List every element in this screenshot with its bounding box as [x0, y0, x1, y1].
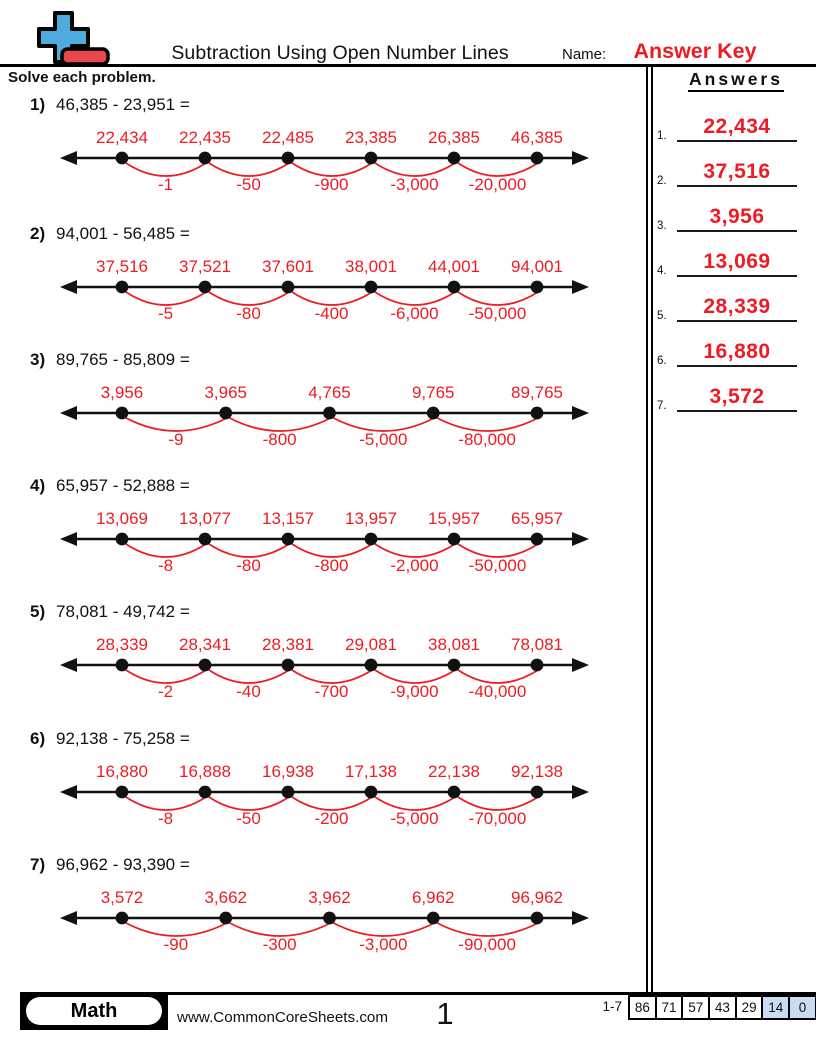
open-number-line	[20, 128, 620, 198]
point-dot	[116, 912, 129, 925]
right-arrowhead-icon	[572, 785, 589, 799]
point-label: 22,435	[179, 128, 231, 147]
point-dot	[365, 152, 378, 165]
jump-label: -80,000	[458, 430, 516, 449]
jump-label: -800	[262, 430, 297, 449]
jump-label: -80	[236, 304, 261, 323]
jump-label: -2	[157, 682, 174, 701]
problem-item	[0, 224, 650, 334]
point-dot	[282, 281, 295, 294]
score-cell: 29	[737, 997, 764, 1018]
left-arrowhead-icon	[60, 151, 77, 165]
point-dot	[282, 659, 295, 672]
point-dot	[531, 281, 544, 294]
problem-item	[0, 476, 650, 586]
point-dot	[116, 281, 129, 294]
problem-expression: 65,957 - 52,888 =	[56, 476, 190, 495]
point-dot	[448, 281, 461, 294]
score-cell: 43	[710, 997, 737, 1018]
problem-item	[0, 602, 650, 712]
left-arrowhead-icon	[60, 911, 77, 925]
answers-panel-title: Answers	[660, 69, 812, 90]
point-label: 16,880	[96, 762, 148, 781]
problem-expression: 89,765 - 85,809 =	[56, 350, 190, 369]
subject-badge	[20, 992, 168, 1030]
jump-label: -70,000	[468, 809, 527, 828]
problem-equation	[30, 729, 190, 749]
problem-expression: 78,081 - 49,742 =	[56, 602, 190, 621]
answer-key-text: Answer Key	[633, 39, 757, 63]
point-label: 13,957	[345, 509, 397, 528]
left-arrowhead-icon	[60, 658, 77, 672]
right-arrowhead-icon	[572, 658, 589, 672]
problem-number: 7)	[30, 855, 46, 874]
problem-number: 5)	[30, 602, 46, 621]
jump-label: -50	[236, 809, 261, 828]
jump-label: -9,000	[390, 682, 439, 701]
jump-label: -8	[157, 556, 174, 575]
point-dot	[323, 407, 336, 420]
problem-equation	[30, 855, 190, 875]
score-range-label: 1-7	[602, 999, 622, 1014]
answer-row	[657, 202, 797, 232]
point-label: 78,081	[511, 635, 563, 654]
point-label: 28,381	[262, 635, 314, 654]
point-label: 28,341	[179, 635, 231, 654]
website-url: www.CommonCoreSheets.com	[177, 1009, 389, 1026]
answer-value: 3,572	[709, 385, 765, 408]
point-label: 3,956	[100, 383, 144, 402]
left-arrowhead-icon	[60, 406, 77, 420]
plus-minus-math-logo-icon	[36, 10, 114, 68]
point-label: 38,001	[345, 257, 397, 276]
jump-label: -6,000	[390, 304, 439, 323]
jump-label: -1	[157, 175, 174, 194]
point-label: 22,485	[262, 128, 314, 147]
point-dot	[282, 533, 295, 546]
point-dot	[116, 533, 129, 546]
point-dot	[219, 407, 232, 420]
point-dot	[116, 152, 129, 165]
point-dot	[427, 912, 440, 925]
point-dot	[531, 533, 544, 546]
point-dot	[448, 786, 461, 799]
point-dot	[531, 659, 544, 672]
score-cell: 86	[630, 997, 657, 1018]
point-label: 13,077	[179, 509, 231, 528]
problem-expression: 96,962 - 93,390 =	[56, 855, 190, 874]
jump-label: -3,000	[390, 175, 439, 194]
jump-label: -400	[314, 304, 349, 323]
problem-item	[0, 729, 650, 839]
point-label: 37,601	[262, 257, 314, 276]
point-label: 29,081	[345, 635, 397, 654]
point-dot	[531, 152, 544, 165]
answer-row	[657, 247, 797, 277]
score-grid	[628, 995, 816, 1020]
score-cell: 57	[683, 997, 710, 1018]
point-dot	[448, 533, 461, 546]
jump-label: -800	[314, 556, 349, 575]
answer-row	[657, 382, 797, 412]
answer-number: 7.	[657, 400, 667, 412]
score-cell: 0	[790, 997, 815, 1018]
answer-number: 1.	[657, 130, 667, 142]
jump-label: -700	[314, 682, 349, 701]
point-label: 6,962	[411, 888, 455, 907]
point-label: 3,962	[308, 888, 351, 907]
point-dot	[323, 912, 336, 925]
jump-label: -50,000	[468, 304, 527, 323]
point-dot	[365, 786, 378, 799]
point-label: 16,888	[179, 762, 231, 781]
problem-expression: 92,138 - 75,258 =	[56, 729, 190, 748]
point-dot	[531, 407, 544, 420]
answer-number: 4.	[657, 265, 667, 277]
point-dot	[531, 786, 544, 799]
jump-label: -50,000	[468, 556, 527, 575]
point-label: 28,339	[96, 635, 148, 654]
name-label: Name:	[562, 46, 607, 63]
point-dot	[531, 912, 544, 925]
answer-number: 6.	[657, 355, 667, 367]
answer-value: 37,516	[703, 160, 771, 183]
problem-equation	[30, 350, 190, 370]
point-label: 89,765	[511, 383, 563, 402]
jump-label: -200	[314, 809, 349, 828]
point-label: 37,516	[96, 257, 148, 276]
point-label: 65,957	[511, 509, 563, 528]
point-dot	[219, 912, 232, 925]
open-number-line	[20, 509, 620, 579]
instructions-text: Solve each problem.	[8, 69, 156, 86]
point-label: 22,138	[428, 762, 480, 781]
right-arrowhead-icon	[572, 406, 589, 420]
point-label: 4,765	[308, 383, 351, 402]
jump-label: -50	[236, 175, 261, 194]
point-label: 44,001	[428, 257, 480, 276]
problem-equation	[30, 476, 190, 496]
jump-label: -8	[157, 809, 174, 828]
page-number: 1	[436, 996, 454, 1031]
answer-row	[657, 337, 797, 367]
point-label: 92,138	[511, 762, 563, 781]
point-dot	[116, 786, 129, 799]
jump-label: -90	[163, 935, 189, 954]
point-dot	[199, 533, 212, 546]
problem-expression: 94,001 - 56,485 =	[56, 224, 190, 243]
jump-label: -5,000	[390, 809, 439, 828]
point-dot	[199, 786, 212, 799]
point-dot	[199, 659, 212, 672]
problem-number: 4)	[30, 476, 46, 495]
right-arrowhead-icon	[572, 911, 589, 925]
point-dot	[116, 407, 129, 420]
answer-row	[657, 157, 797, 187]
right-arrowhead-icon	[572, 280, 589, 294]
problem-number: 3)	[30, 350, 46, 369]
problem-equation	[30, 95, 190, 115]
point-dot	[365, 281, 378, 294]
left-arrowhead-icon	[60, 280, 77, 294]
point-label: 3,572	[100, 888, 144, 907]
point-label: 13,157	[262, 509, 314, 528]
point-dot	[282, 786, 295, 799]
left-arrowhead-icon	[60, 532, 77, 546]
jump-label: -300	[262, 935, 297, 954]
point-label: 38,081	[428, 635, 480, 654]
point-label: 46,385	[511, 128, 563, 147]
page-title: Subtraction Using Open Number Lines	[171, 42, 509, 64]
point-label: 96,962	[511, 888, 563, 907]
point-label: 9,765	[411, 383, 455, 402]
score-cell: 71	[657, 997, 684, 1018]
problem-item	[0, 95, 650, 205]
point-dot	[116, 659, 129, 672]
point-dot	[365, 659, 378, 672]
answer-value: 22,434	[703, 115, 771, 138]
score-cell: 14	[763, 997, 790, 1018]
jump-label: -20,000	[468, 175, 527, 194]
jump-label: -9	[168, 430, 184, 449]
point-label: 94,001	[511, 257, 563, 276]
subject-badge-label: Math	[26, 997, 162, 1025]
problem-equation	[30, 224, 190, 244]
problem-expression: 46,385 - 23,951 =	[56, 95, 190, 114]
point-label: 37,521	[179, 257, 231, 276]
answer-number: 5.	[657, 310, 667, 322]
problem-item	[0, 855, 650, 965]
problem-number: 1)	[30, 95, 46, 114]
point-dot	[199, 152, 212, 165]
point-label: 23,385	[345, 128, 397, 147]
answer-number: 3.	[657, 220, 667, 232]
jump-label: -90,000	[458, 935, 516, 954]
jump-label: -900	[314, 175, 349, 194]
point-label: 16,938	[262, 762, 314, 781]
jump-label: -5	[157, 304, 174, 323]
problem-number: 6)	[30, 729, 46, 748]
open-number-line	[20, 888, 620, 958]
point-label: 13,069	[96, 509, 148, 528]
point-dot	[282, 152, 295, 165]
problem-equation	[30, 602, 190, 622]
jump-label: -2,000	[390, 556, 439, 575]
point-dot	[199, 281, 212, 294]
point-dot	[365, 533, 378, 546]
open-number-line	[20, 257, 620, 327]
answer-row	[657, 292, 797, 322]
point-label: 17,138	[345, 762, 397, 781]
jump-label: -5,000	[359, 430, 408, 449]
point-dot	[448, 152, 461, 165]
point-label: 3,662	[204, 888, 248, 907]
point-dot	[448, 659, 461, 672]
point-label: 22,434	[96, 128, 148, 147]
problem-number: 2)	[30, 224, 46, 243]
answer-value: 28,339	[703, 295, 771, 318]
header-rule	[0, 64, 816, 67]
jump-label: -40,000	[468, 682, 527, 701]
point-label: 15,957	[428, 509, 480, 528]
open-number-line	[20, 762, 620, 832]
answer-value: 13,069	[703, 250, 771, 273]
jump-label: -80	[236, 556, 261, 575]
point-label: 26,385	[428, 128, 480, 147]
answer-number: 2.	[657, 175, 667, 187]
right-arrowhead-icon	[572, 532, 589, 546]
answer-row	[657, 112, 797, 142]
open-number-line	[20, 383, 620, 453]
jump-label: -40	[236, 682, 261, 701]
jump-label: -3,000	[359, 935, 408, 954]
answer-value: 3,956	[709, 205, 765, 228]
problem-item	[0, 350, 650, 460]
left-arrowhead-icon	[60, 785, 77, 799]
point-dot	[427, 407, 440, 420]
open-number-line	[20, 635, 620, 705]
answer-value: 16,880	[703, 340, 771, 363]
point-label: 3,965	[204, 383, 248, 402]
right-arrowhead-icon	[572, 151, 589, 165]
